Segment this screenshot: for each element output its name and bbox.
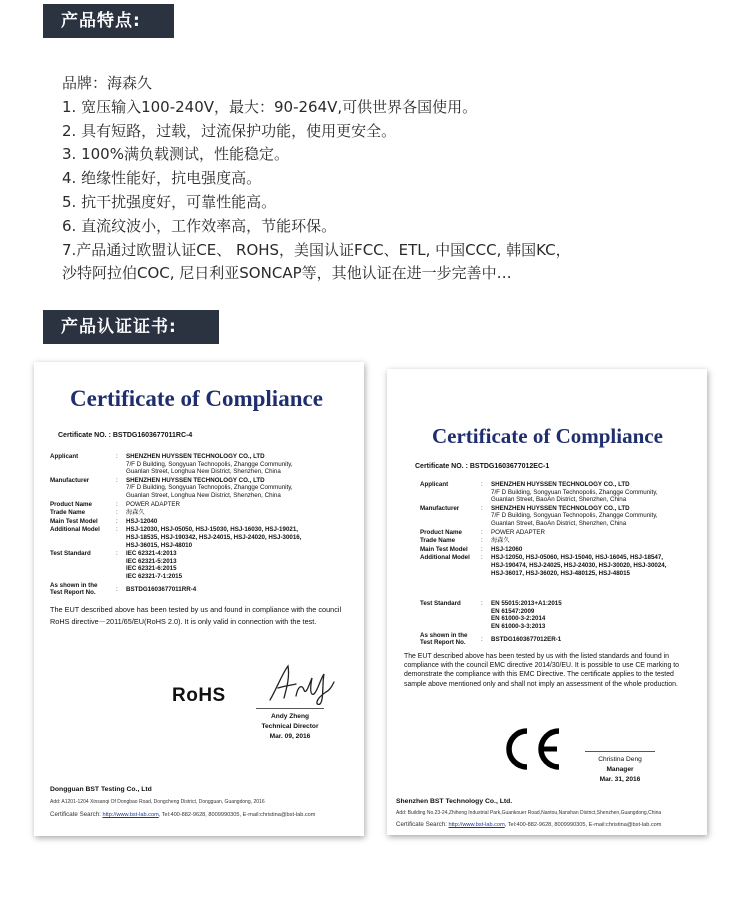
- trade-row: Trade Name : 海森久: [50, 509, 145, 517]
- signer-block: [256, 708, 324, 742]
- compliance-statement: The EUT described above has been tested by us and found in compliance with the council RoHS directive－2011/65/EU(RoHS 2.0). It is only valid in connection with the test.: [50, 605, 342, 626]
- product-row: Product Name : POWER ADAPTER: [50, 500, 180, 508]
- manufacturer-row: Manufacturer : SHENZHEN HUYSSEN TECHNOLOGY CO., LTD 7/F D Building, Songyuan Technopolis, Zhangge Community, Guanlan Street, BaoAn District, Shenzhen, China: [420, 504, 658, 527]
- certificate-number: Certificate NO. : BSTDG1603677012EC-1: [415, 463, 550, 470]
- product-row: Product Name : POWER ADAPTER: [420, 528, 545, 536]
- certificate-details: [50, 453, 356, 598]
- certs-section-title: 产品认证证书:: [43, 310, 219, 344]
- lab-website-link[interactable]: http://www.bst-lab.com: [448, 822, 505, 828]
- ce-mark-icon: [497, 726, 567, 772]
- signer-block: [585, 751, 655, 785]
- trade-row: Trade Name : 海森久: [420, 537, 510, 545]
- signer-date: Mar. 09, 2016: [269, 733, 311, 740]
- feature-item: 沙特阿拉伯COC, 尼日利亚SONCAP等，其他认证在进一步完善中…: [62, 264, 512, 283]
- model-row: Main Test Model : HSJ-12040: [50, 517, 158, 525]
- feature-item: 6. 直流纹波小，工作效率高，节能环保。: [62, 216, 337, 235]
- additional-model-row: Additional Model : HSJ-12050, HSJ-05060, HSJ-15040, HSJ-16045, HSJ-18547, HSJ-190474, HSJ-24025, HSJ-24030, HSJ-30020, HSJ-30024, HSJ-36017, HSJ-36020, HSJ-480125, HSJ-48015: [420, 554, 667, 577]
- additional-model-row: Additional Model : HSJ-12030, HSJ-05050, HSJ-15030, HSJ-16030, HSJ-19021, HSJ-18535, HSJ-190342, HSJ-24015, HSJ-24020, HSJ-30016, HSJ-36015, HSJ-48010: [50, 526, 302, 549]
- rohs-mark: RoHS: [172, 685, 226, 706]
- features-section-title: 产品特点:: [43, 4, 174, 38]
- lab-name: Dongguan BST Testing Co., Ltd: [50, 786, 152, 793]
- certificate-search: Certificate Search: http://www.bst-lab.com, Tel:400-882-9628, 8009990305, E-mail:christina@bst-lab.com: [50, 811, 316, 818]
- feature-brand: 品牌：海森久: [62, 74, 153, 92]
- feature-item: 7.产品通过欧盟认证CE、 ROHS，美国认证FCC、ETL, 中国CCC, 韩国KC，: [62, 240, 571, 259]
- rohs-certificate: [34, 362, 364, 836]
- certificate-title: Certificate of Compliance: [70, 386, 323, 411]
- test-standard-row: Test Standard : EN 55015:2013+A1:2015 EN 61547:2009 EN 61000-3-2:2014 EN 61000-3-3:2013: [420, 600, 562, 630]
- feature-item: 4. 绝缘性能好，抗电强度高。: [62, 169, 262, 188]
- signer-name: Andy Zheng: [270, 713, 310, 720]
- manufacturer-row: Manufacturer : SHENZHEN HUYSSEN TECHNOLOGY CO., LTD 7/F D Building, Songyuan Technopolis, Zhangge Community, Guanlan Street, Longhua New District, Shenzhen, China: [50, 476, 293, 499]
- lab-address: Add: A1201-1204 Xinsanqi Of Dongbao Road, Dongcheng District, Dongguan, Guangdong, 2016: [50, 799, 265, 805]
- certificate-title: Certificate of Compliance: [432, 424, 663, 448]
- features-list: [62, 72, 742, 286]
- feature-item: 2. 具有短路，过载，过流保护功能，使用更安全。: [62, 121, 397, 140]
- signer-date: Mar. 31, 2016: [599, 776, 641, 783]
- feature-item: 3. 100%满负载测试，性能稳定。: [62, 145, 289, 164]
- applicant-row: Applicant : SHENZHEN HUYSSEN TECHNOLOGY CO., LTD 7/F D Building, Songyuan Technopolis, Zhangge Community, Guanlan Street, BaoAn District, Shenzhen, China: [420, 481, 658, 504]
- lab-name: Shenzhen BST Technology Co., Ltd.: [396, 798, 513, 805]
- certificate-number: Certificate NO. : BSTDG1603677011RC-4: [58, 432, 193, 439]
- lab-address: Add: Building No.23-24,Zhiheng Industrial Park,Guankouer Road,Nantou,Nanshan District,Shenzhen,Guangdong,China: [396, 810, 662, 816]
- test-standard-row: Test Standard : IEC 62321-4:2013 IEC 62321-5:2013 IEC 62321-6:2015 IEC 62321-7-1:2015: [50, 550, 183, 580]
- applicant-row: Applicant : SHENZHEN HUYSSEN TECHNOLOGY CO., LTD 7/F D Building, Songyuan Technopolis, Zhangge Community, Guanlan Street, Longhua New District, Shenzhen, China: [50, 453, 293, 476]
- signature-icon: [266, 660, 336, 706]
- compliance-statement: The EUT described above has been tested by us with the listed standards and found in compliance with the council EMC directive 2014/30/EU. It is possible to use CE marking to demonstrate the compliance with this EMC Directive. The certificate applies to the tested sample above mentioned only and shall not imply an assessment of the whole production.: [404, 653, 679, 688]
- certificate-search: Certificate Search: http://www.bst-lab.com, Tel:400-882-9628, 8009990305, E-mail:christina@bst-lab.com: [396, 821, 662, 828]
- signer-title: Manager: [606, 766, 634, 773]
- model-row: Main Test Model : HSJ-12060: [420, 545, 523, 553]
- signer-title: Technical Director: [261, 723, 319, 730]
- report-row: As shown in the Test Report No. : BSTDG1603677012ER-1: [420, 631, 562, 647]
- signer-name: Christina Deng: [598, 756, 642, 763]
- report-row: As shown in the Test Report No. : BSTDG1603677011RR-4: [50, 581, 197, 597]
- feature-item: 1. 宽压输入100-240V，最大：90-264V,可供世界各国使用。: [62, 97, 478, 116]
- ce-certificate: [387, 369, 707, 835]
- feature-item: 5. 抗干扰强度好，可靠性能高。: [62, 192, 277, 211]
- lab-website-link[interactable]: http://www.bst-lab.com: [102, 812, 159, 818]
- certificate-details: [420, 481, 700, 648]
